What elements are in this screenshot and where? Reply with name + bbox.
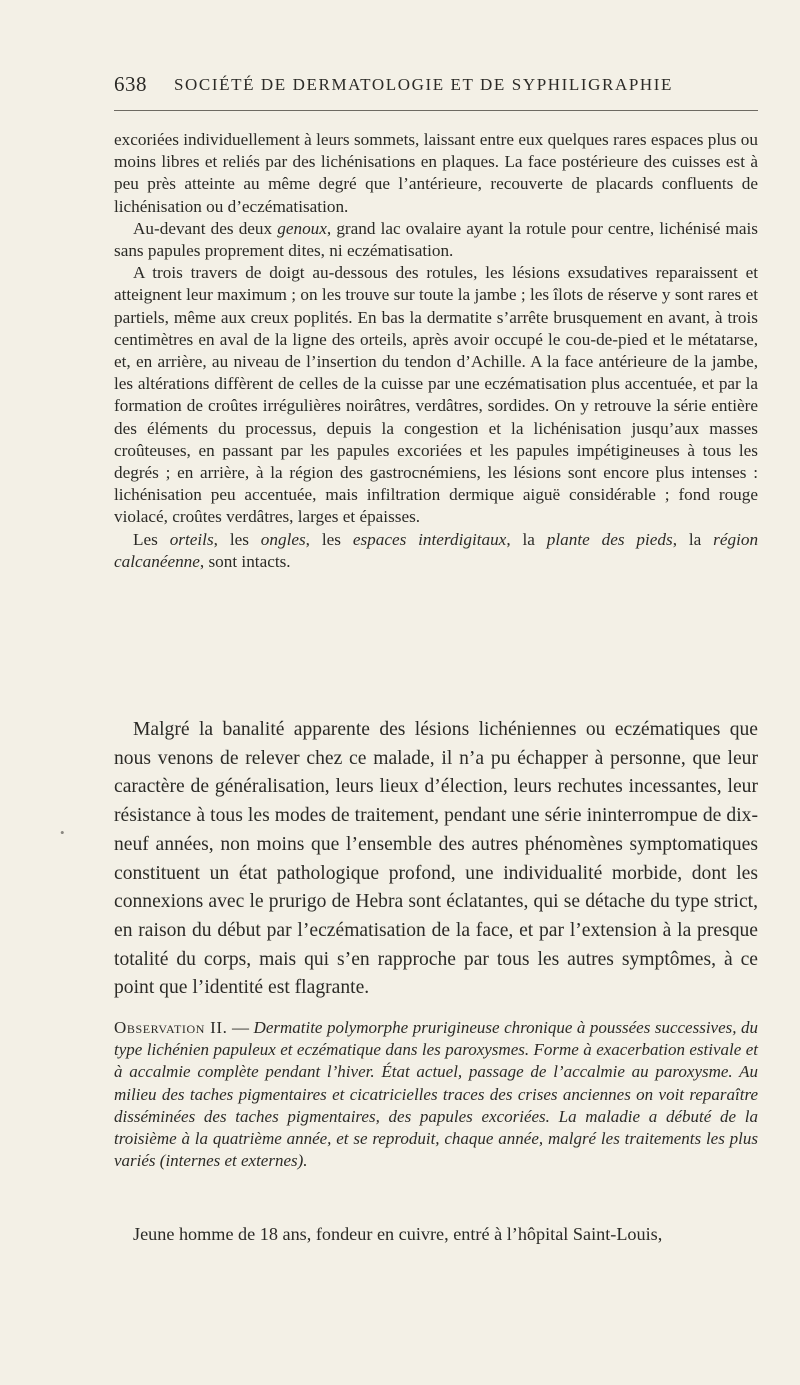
case-description-block — [114, 129, 758, 573]
paragraph-jambes: A trois travers de doigt au-dessous des rotules, les lésions exsudatives reparaissent et atteignent leur maximum ; on les trouve sur toute la jambe ; les îlots de réserve y sont rares et partiels, même aux creux poplités. En bas la dermatite s’arrête brusquement en avant, à trois centimètres en aval de la ligne des orteils, après avoir occupé le cou-de-pied et le métatarse, et, en arrière, au niveau de l’insertion du tendon d’Achille. A la face antérieure de la jambe, les altérations diffèrent de celles de la cuisse par une eczématisation plus accentuée, et par la formation de croûtes irrégulières noirâtres, verdâtres, sordides. On y retrouve la série entière des éléments du processus, depuis la congestion et la lichénisation jusqu’aux masses croûteuses, en passant par les papules excoriées et les papules impétigineuses à tous les degrés ; en arrière, à la région des gastrocnémiens, les lésions sont encore plus intenses : lichénisation peu accentuée, mais infiltration dermique aiguë considérable ; fond rouge violacé, croûtes verdâtres, larges et épaisses. — [114, 263, 758, 527]
observation-title: Dermatite polymorphe prurigineuse chronique à poussées successives, du type lichénien papuleux et eczématique dans les paroxysmes. Forme à exacerbation estivale et à accalmie complète pendant l’hiver. État actuel, passage de l’accalmie au paroxysme. Au milieu des taches pigmentaires et cicatricielles traces des crises anciennes on voit reparaître disséminées des taches pigmentaires, des papules excoriées. La maladie a débuté de la troisième à la quatrième année, et se reproduit, chaque année, malgré les traitements les plus variés (internes et externes). — [114, 1018, 759, 1171]
paragraph-genoux: Au-devant des deux genoux, grand lac ovalaire ayant la rotule pour centre, lichénisé mais sans papules proprement dites, ni eczématisation. — [114, 218, 758, 261]
observation-label: Observation II. — [114, 1018, 228, 1037]
paragraph-cuisses: excoriées individuellement à leurs sommets, laissant entre eux quelques rares espaces plus ou moins libres et reliés par des lichénisations en plaques. La face postérieure des cuisses est à peu près atteinte au même degré que l’antérieure, recouverte de placards confluents de lichénisation ou d’eczématisation. — [114, 130, 758, 216]
patient-intro-block — [114, 1222, 758, 1246]
observation-block — [114, 1017, 758, 1172]
observation-heading: Observation II. — Dermatite polymorphe prurigineuse chronique à poussées successives, du type lichénien papuleux et eczématique dans les paroxysmes. Forme à exacerbation estivale et à accalmie complète pendant l’hiver. État actuel, passage de l’accalmie au paroxysme. Au milieu des taches pigmentaires et cicatricielles traces des crises anciennes on voit reparaître disséminées des taches pigmentaires, des papules excoriées. La maladie a débuté de la troisième à la quatrième année, et se reproduit, chaque année, malgré les traitements les plus variés (internes et externes). — [114, 1018, 759, 1171]
margin-mark: • — [60, 825, 65, 840]
paragraph-intacts: Les orteils, les ongles, les espaces interdigitaux, la plante des pieds, la région calcanéenne, sont intacts. — [114, 529, 759, 571]
commentary-block — [114, 716, 758, 1003]
page-number: 638 — [114, 72, 147, 96]
page-header — [114, 72, 758, 102]
header-rule — [114, 110, 758, 111]
paragraph-patient-intro: Jeune homme de 18 ans, fondeur en cuivre, entré à l’hôpital Saint-Louis, — [133, 1224, 663, 1244]
paragraph-commentary: Malgré la banalité apparente des lésions lichéniennes ou eczématiques que nous venons de relever chez ce malade, il n’a pu échapper à personne, que leur caractère de généralisation, leurs lieux d’élection, leurs rechutes incessantes, leur résistance à tous les modes de traitement, pendant une série ininterrompue de dix-neuf années, non moins que l’ensemble des autres phénomènes symptomatiques constituent un état pathologique profond, une individualité morbide, dont les connexions avec le prurigo de Hebra sont éclatantes, qui se détache du type strict, en raison du début par l’eczématisation de la face, et par l’extension à la presque totalité du corps, mais qui s’en rapproche par tous les autres symptômes, à ce point que l’identité est flagrante. — [114, 719, 758, 999]
running-title: SOCIÉTÉ DE DERMATOLOGIE ET DE SYPHILIGRAPHIE — [174, 75, 674, 94]
